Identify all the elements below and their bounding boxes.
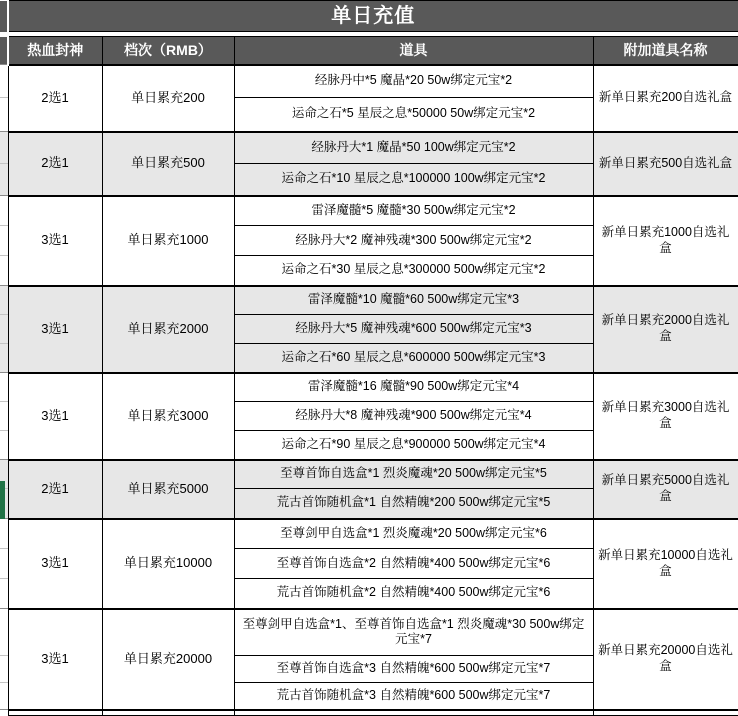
- left-strip: [0, 402, 8, 431]
- extra-cell[interactable]: 新单日累充3000自选礼盒: [593, 373, 738, 460]
- left-strip: [0, 132, 8, 164]
- tier-cell[interactable]: [102, 710, 234, 716]
- tier-cell[interactable]: 单日累充200: [102, 65, 234, 132]
- choice-cell[interactable]: 3选1: [8, 373, 102, 460]
- left-strip: [0, 226, 8, 256]
- choice-cell[interactable]: 3选1: [8, 286, 102, 373]
- item-cell[interactable]: 经脉丹中*5 魔晶*20 50w绑定元宝*2: [234, 65, 593, 98]
- item-cell[interactable]: 经脉丹大*1 魔晶*50 100w绑定元宝*2: [234, 132, 593, 164]
- item-cell[interactable]: 至尊首饰自选盒*2 自然精魄*400 500w绑定元宝*6: [234, 549, 593, 579]
- item-cell[interactable]: 运命之石*90 星辰之息*900000 500w绑定元宝*4: [234, 431, 593, 460]
- extra-cell[interactable]: 新单日累充20000自选礼盒: [593, 609, 738, 710]
- choice-cell[interactable]: 2选1: [8, 132, 102, 196]
- left-strip: [0, 1, 8, 32]
- tier-cell[interactable]: 单日累充500: [102, 132, 234, 196]
- item-cell[interactable]: 雷泽魔髓*10 魔髓*60 500w绑定元宝*3: [234, 286, 593, 315]
- item-cell[interactable]: 荒古首饰随机盒*3 自然精魄*600 500w绑定元宝*7: [234, 683, 593, 710]
- item-cell[interactable]: 至尊首饰自选盒*1 烈炎魔魂*20 500w绑定元宝*5: [234, 460, 593, 489]
- tier-cell[interactable]: 单日累充2000: [102, 286, 234, 373]
- left-strip: [0, 344, 8, 373]
- item-cell[interactable]: [234, 710, 593, 716]
- left-strip: [0, 315, 8, 344]
- extra-cell[interactable]: 新单日累充500自选礼盒: [593, 132, 738, 196]
- extra-cell[interactable]: 新单日累充1000自选礼盒: [593, 196, 738, 286]
- item-cell[interactable]: 经脉丹大*8 魔神残魂*900 500w绑定元宝*4: [234, 402, 593, 431]
- choice-cell[interactable]: 2选1: [8, 65, 102, 132]
- left-strip: [0, 37, 8, 65]
- item-cell[interactable]: 荒古首饰随机盒*2 自然精魄*400 500w绑定元宝*6: [234, 579, 593, 609]
- extra-cell[interactable]: 新单日累充5000自选礼盒: [593, 460, 738, 519]
- left-strip: [0, 286, 8, 315]
- row-selection-marker: [0, 481, 5, 519]
- left-strip: [0, 519, 8, 549]
- left-strip: [0, 256, 8, 286]
- item-cell[interactable]: 雷泽魔髓*5 魔髓*30 500w绑定元宝*2: [234, 196, 593, 226]
- page-title: 单日充值: [8, 1, 738, 32]
- left-strip: [0, 431, 8, 460]
- item-cell[interactable]: 至尊剑甲自选盒*1、至尊首饰自选盒*1 烈炎魔魂*30 500w绑定元宝*7: [234, 609, 593, 656]
- col-header-extra: 附加道具名称: [593, 37, 738, 65]
- extra-cell[interactable]: [593, 710, 738, 716]
- left-strip: [0, 609, 8, 656]
- item-cell[interactable]: 雷泽魔髓*16 魔髓*90 500w绑定元宝*4: [234, 373, 593, 402]
- tier-cell[interactable]: 单日累充5000: [102, 460, 234, 519]
- left-strip: [0, 579, 8, 609]
- choice-cell[interactable]: 3选1: [8, 519, 102, 609]
- choice-cell[interactable]: [8, 710, 102, 716]
- col-header-items: 道具: [234, 37, 593, 65]
- left-strip: [0, 549, 8, 579]
- tier-cell[interactable]: 单日累充10000: [102, 519, 234, 609]
- col-header-tier: 档次（RMB）: [102, 37, 234, 65]
- left-strip: [0, 656, 8, 683]
- item-cell[interactable]: 运命之石*60 星辰之息*600000 500w绑定元宝*3: [234, 344, 593, 373]
- tier-cell[interactable]: 单日累充20000: [102, 609, 234, 710]
- item-cell[interactable]: 至尊首饰自选盒*3 自然精魄*600 500w绑定元宝*7: [234, 656, 593, 683]
- item-cell[interactable]: 运命之石*5 星辰之息*50000 50w绑定元宝*2: [234, 98, 593, 132]
- item-cell[interactable]: 运命之石*10 星辰之息*100000 100w绑定元宝*2: [234, 164, 593, 196]
- left-strip: [0, 710, 8, 716]
- item-cell[interactable]: 经脉丹大*2 魔神残魂*300 500w绑定元宝*2: [234, 226, 593, 256]
- left-strip: [0, 65, 8, 98]
- left-strip: [0, 683, 8, 710]
- left-strip: [0, 164, 8, 196]
- extra-cell[interactable]: 新单日累充10000自选礼盒: [593, 519, 738, 609]
- tier-cell[interactable]: 单日累充3000: [102, 373, 234, 460]
- item-cell[interactable]: 经脉丹大*5 魔神残魂*600 500w绑定元宝*3: [234, 315, 593, 344]
- left-strip: [0, 98, 8, 132]
- item-cell[interactable]: 运命之石*30 星辰之息*300000 500w绑定元宝*2: [234, 256, 593, 286]
- item-cell[interactable]: 荒古首饰随机盒*1 自然精魄*200 500w绑定元宝*5: [234, 489, 593, 519]
- extra-cell[interactable]: 新单日累充200自选礼盒: [593, 65, 738, 132]
- left-strip: [0, 373, 8, 402]
- item-cell[interactable]: 至尊剑甲自选盒*1 烈炎魔魂*20 500w绑定元宝*6: [234, 519, 593, 549]
- choice-cell[interactable]: 3选1: [8, 609, 102, 710]
- choice-cell[interactable]: 2选1: [8, 460, 102, 519]
- extra-cell[interactable]: 新单日累充2000自选礼盒: [593, 286, 738, 373]
- left-strip: [0, 196, 8, 226]
- choice-cell[interactable]: 3选1: [8, 196, 102, 286]
- col-header-choice: 热血封神: [8, 37, 102, 65]
- tier-cell[interactable]: 单日累充1000: [102, 196, 234, 286]
